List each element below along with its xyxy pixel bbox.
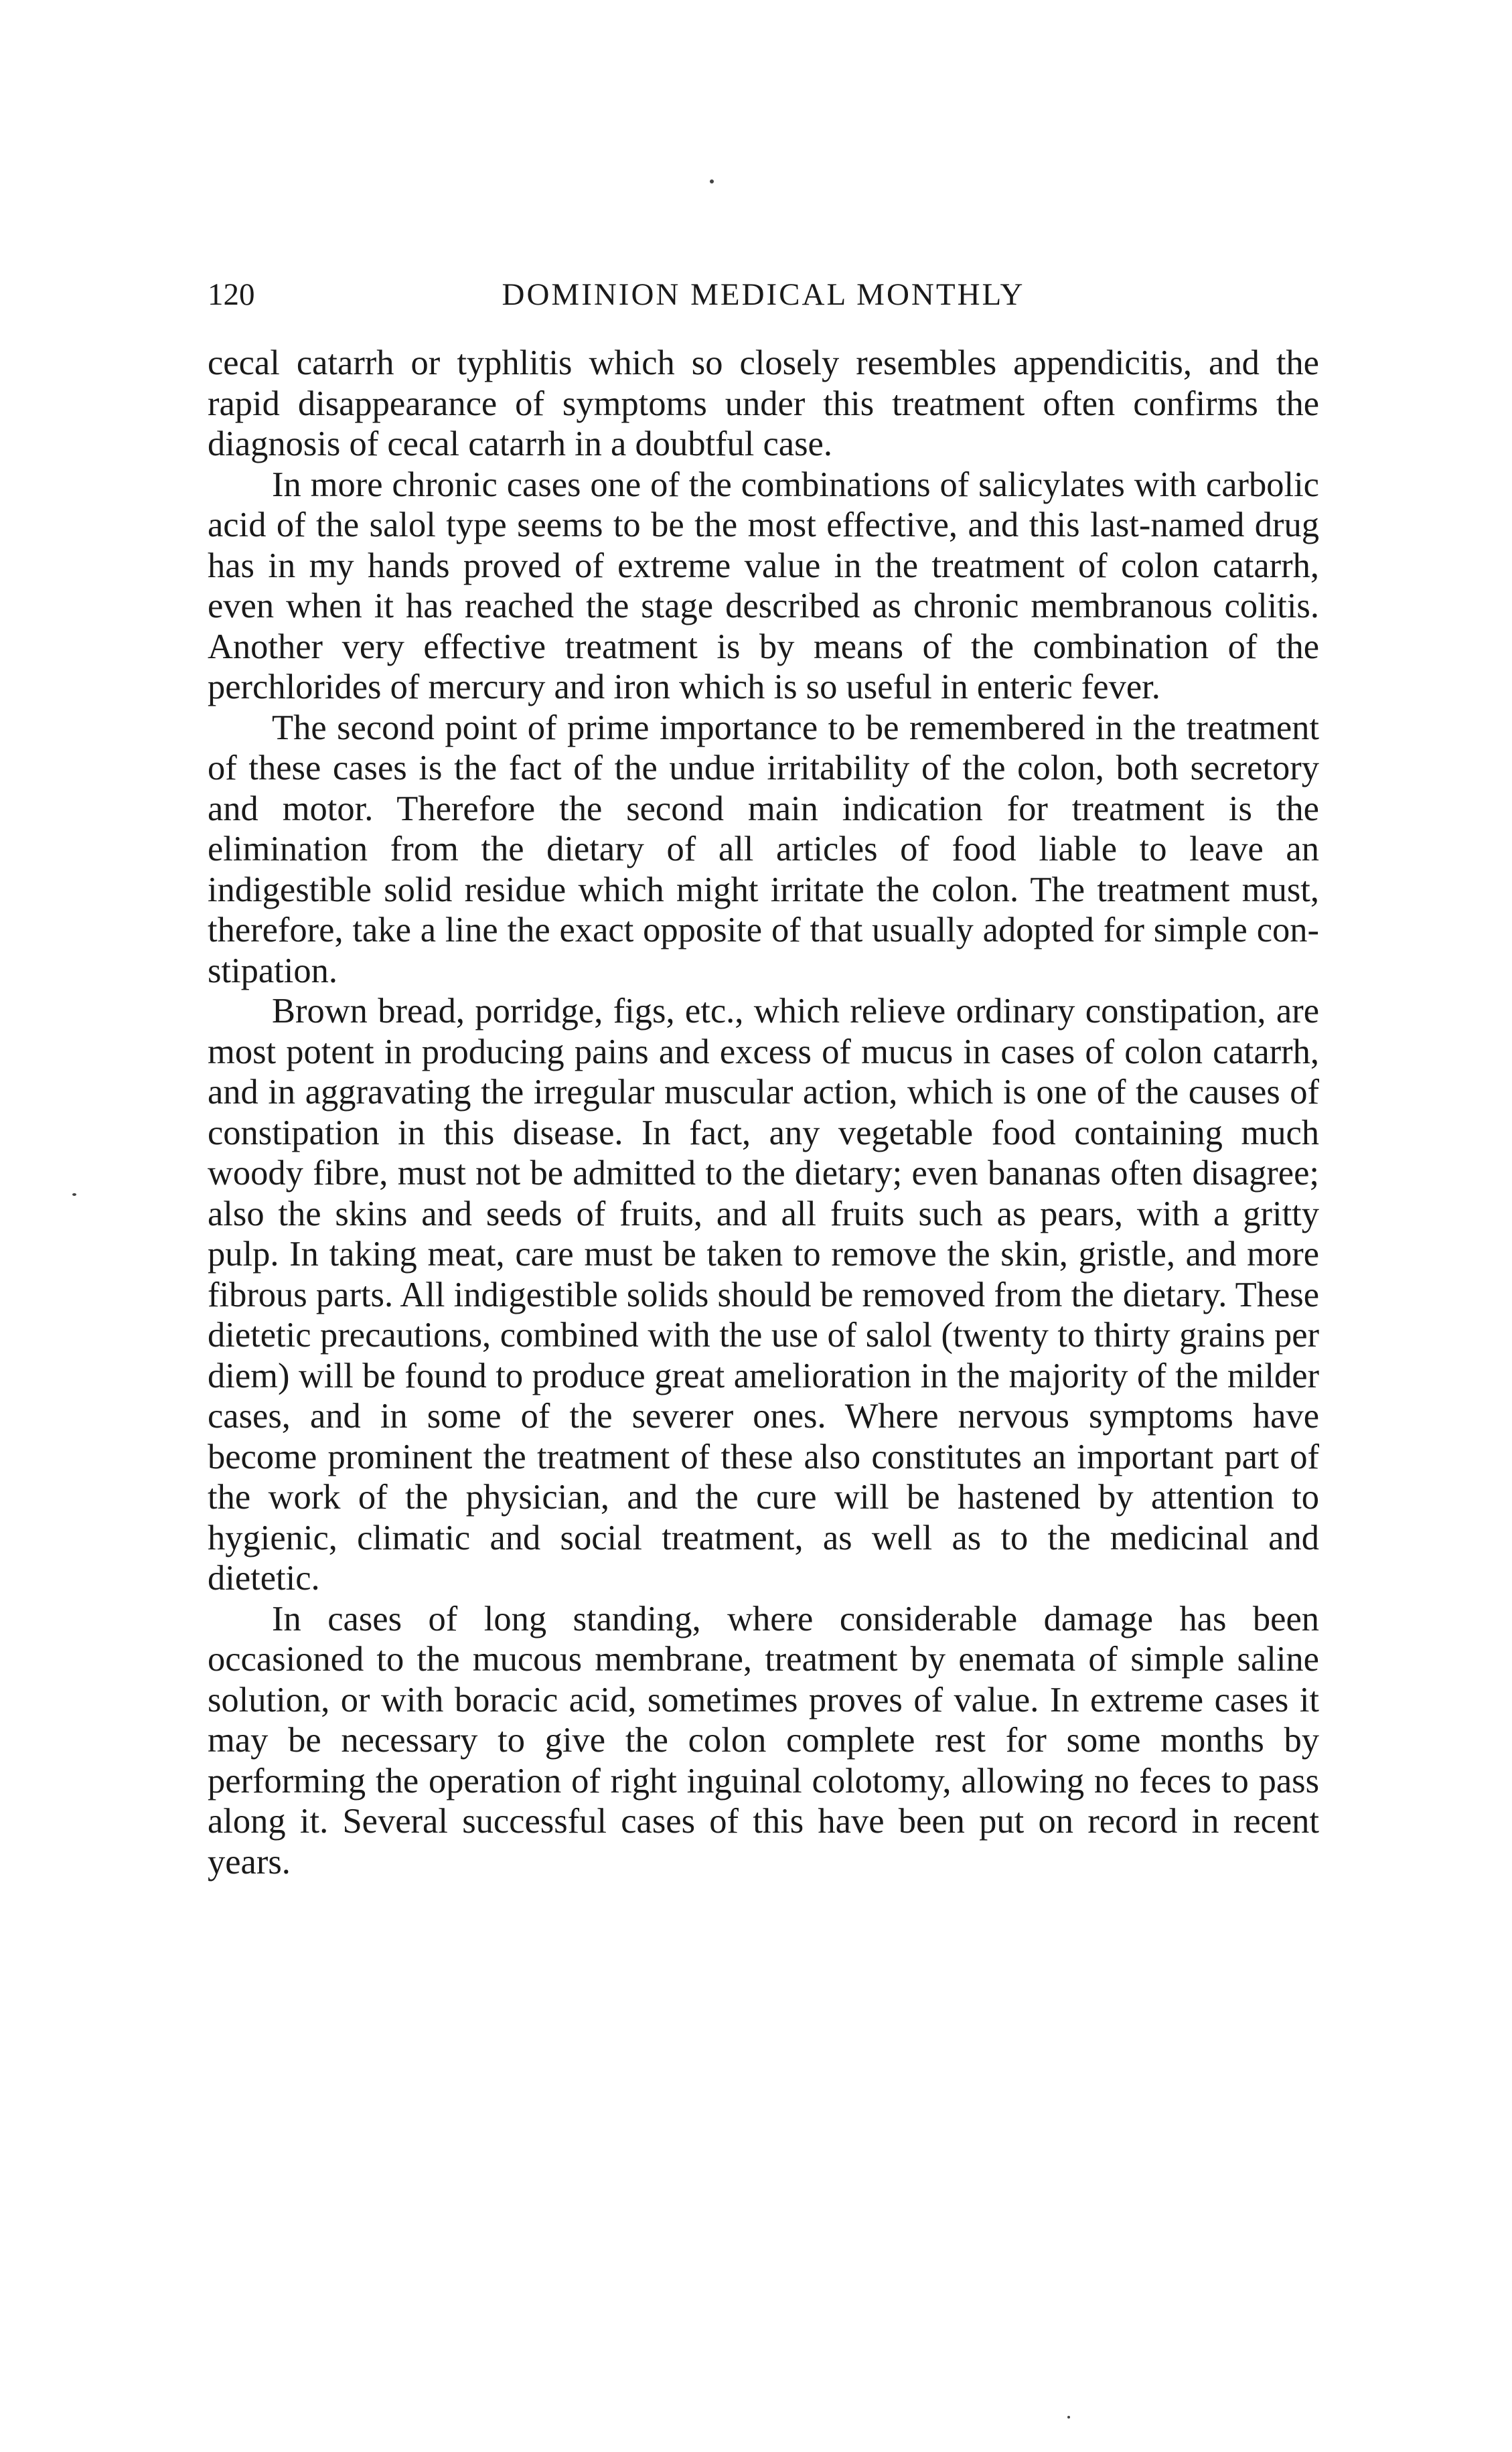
paragraph: In cases of long standing, where considerable damage has been occasioned to the mucous membrane, treatment by enemata of simple saline solution, or with boracic acid, sometimes proves of value. In extreme cases it may be necessary to give the colon complete rest for some months by performing the operation of right inguinal colotomy, allowing no feces to pass along it. Several successful cases of this have been put on record in recent years. [208, 1599, 1319, 1882]
scan-speck [710, 179, 714, 183]
scan-speck [72, 1193, 76, 1196]
running-title: DOMINION MEDICAL MONTHLY [502, 277, 1025, 312]
paragraph: Brown bread, porridge, figs, etc., which relieve ordinary constipation, are most potent in producing pains and excess of mucus in cases of colon catarrh, and in aggravating the irregular muscular action, which is one of the causes of constipation in this disease. In fact, any vegetable food containing much woody fibre, must not be admitted to the dietary; even bananas often disagree; also the skins and seeds of fruits, and all fruits such as pears, with a gritty pulp. In taking meat, care must be taken to remove the skin, gristle, and more fibrous parts. All indigestible solids should be removed from the dietary. These dietetic precautions, combined with the use of salol (twenty to thirty grains per diem) will be found to produce great amelioration in the majority of the milder cases, and in some of the severer ones. Where nervous symptoms have become prominent the treatment of these also constitutes an important part of the work of the physician, and the cure will be hastened by attention to hygienic, climatic and social treatment, as well as to the medicinal and dietetic. [208, 992, 1319, 1598]
scan-speck [1067, 2416, 1070, 2419]
page-header [208, 271, 1319, 318]
paragraph: In more chronic cases one of the combinations of salicylates with carbolic acid of the salol type seems to be the most effective, and this last-named drug has in my hands proved of extreme value in the treatment of colon catarrh, even when it has reached the stage described as chronic membranous colitis. Another very effective treatment is by means of the combination of the perchlorides of mercury and iron which is so useful in enteric fever. [208, 465, 1319, 706]
paragraph: The second point of prime importance to be remembered in the treatment of these cases is the fact of the undue irritability of the colon, both secretory and motor. Therefore the second main indication for treatment is the elimination from the dietary of all articles of food liable to leave an indigestible solid residue which might irritate the colon. The treatment must, therefore, take a line the exact opposite of that usually adopted for simple constipation. [208, 708, 1319, 990]
paragraph-continued: cecal catarrh or typhlitis which so closely resembles appendicitis, and the rapid disappearance of symptoms under this treatment often confirms the diagnosis of cecal catarrh in a doubtful case. [208, 343, 1319, 463]
article-body [208, 343, 1319, 1882]
page-number: 120 [208, 277, 255, 312]
